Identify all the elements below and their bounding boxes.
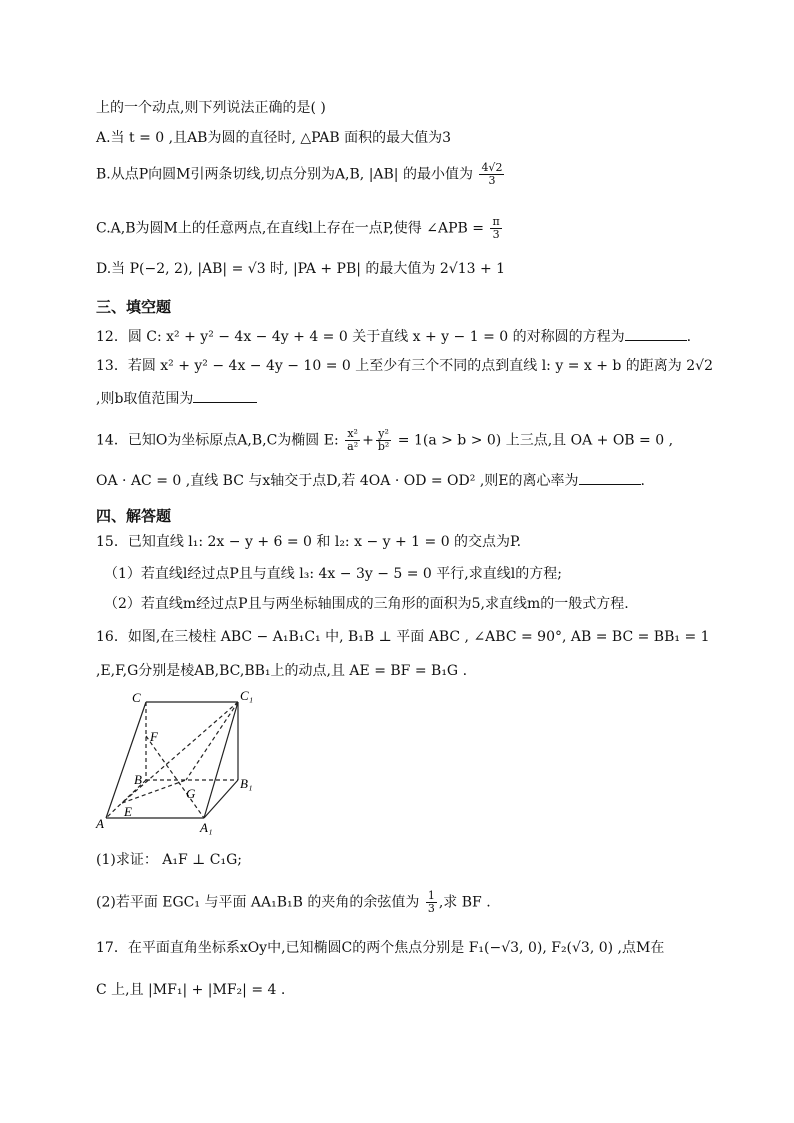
- option-b: [96, 162, 506, 187]
- segment-c1-e: [122, 702, 238, 803]
- question-15-part2: （2）若直线m经过点P且与两坐标轴围成的三角形的面积为5,求直线m的一般式方程.: [104, 596, 629, 612]
- fraction-numerator: 4√2: [481, 161, 503, 174]
- question-14-text: 14．已知O为坐标原点A,B,C为椭圆 E:: [96, 432, 339, 449]
- label-b1: B₁: [240, 776, 253, 791]
- fraction-denominator: 3: [488, 174, 496, 187]
- option-a: A.当 t = 0 ,且AB为圆的直径时, △PAB 面积的最大值为3: [96, 130, 452, 146]
- question-12-text: 12．圆 C: x² + y² − 4x − 4y + 4 = 0 关于直线 x + y − 1 = 0 的对称圆的方程为: [96, 329, 625, 345]
- question-12-end: .: [686, 329, 692, 345]
- edge-a-c: [106, 702, 146, 818]
- question-17-line2: C 上,且 |MF₁| + |MF₂| = 4 .: [96, 982, 286, 998]
- answer-blank: [625, 326, 687, 341]
- label-a1: A₁: [200, 820, 213, 835]
- question-continuation: 上的一个动点,则下列说法正确的是( ): [96, 100, 326, 116]
- question-16-part1: (1)求证： A₁F ⊥ C₁G;: [96, 852, 243, 868]
- question-13-line2: [96, 388, 257, 409]
- segment-e-g: [122, 780, 186, 803]
- label-e: E: [124, 804, 132, 819]
- label-c: C: [132, 690, 141, 705]
- question-13-line1: 13．若圆 x² + y² − 4x − 4y − 10 = 0 上至少有三个不同的点到直线 l: y = x + b 的距离为 2√2: [96, 358, 713, 374]
- question-14-line1: [96, 428, 673, 453]
- prism-figure: [92, 688, 262, 838]
- section-heading-answers: 四、解答题: [96, 507, 172, 525]
- q14-fraction-y: [376, 428, 391, 453]
- option-b-fraction: [479, 162, 504, 187]
- option-c-fraction: [490, 216, 501, 241]
- label-b: B: [134, 772, 142, 787]
- label-c1: C₁: [240, 688, 254, 703]
- option-d: D.当 P(−2, 2), |AB| = √3 时, |PA + PB| 的最大值为 2√13 + 1: [96, 261, 506, 277]
- question-15-part1: （1）若直线l经过点P且与直线 l₃: 4x − 3y − 5 = 0 平行,求直线l的方程;: [104, 566, 562, 582]
- question-16-part2-text: (2)若平面 EGC₁ 与平面 AA₁B₁B 的夹角的余弦值为: [96, 894, 420, 911]
- fraction-denominator: 3: [492, 228, 500, 241]
- fraction-numerator: 1: [427, 889, 435, 902]
- question-17-line1: 17．在平面直角坐标系xOy中,已知椭圆C的两个焦点分别是 F₁(−√3, 0), F₂(√3, 0) ,点M在: [96, 940, 665, 956]
- fraction-denominator: 3: [427, 902, 435, 915]
- triangular-prism-diagram: [92, 688, 262, 838]
- answer-blank: [193, 388, 257, 403]
- question-12: [96, 326, 691, 347]
- q16-fraction: [426, 890, 437, 915]
- question-14-text-end: = 1(a > b > 0) 上三点,且 OA + OB = 0 ,: [397, 432, 674, 449]
- question-16-part2: [96, 890, 491, 915]
- question-14-text2: OA · AC = 0 ,直线 BC 与x轴交于点D,若 4OA · OD = OD² ,则E的离心率为: [96, 473, 579, 489]
- question-16-line1: 16．如图,在三棱柱 ABC − A₁B₁C₁ 中, B₁B ⊥ 平面 ABC , ∠ABC = 90°, AB = BC = BB₁ = 1: [96, 629, 710, 645]
- fraction-numerator: π: [492, 215, 500, 228]
- question-15: 15．已知直线 l₁: 2x − y + 6 = 0 和 l₂: x − y + 1 = 0 的交点为P.: [96, 534, 522, 550]
- fraction-numerator: x²: [347, 427, 358, 440]
- option-c-text: C.A,B为圆M上的任意两点,在直线l上存在一点P,使得 ∠APB =: [96, 220, 484, 237]
- question-14-line2: [96, 470, 645, 491]
- option-b-text: B.从点P向圆M引两条切线,切点分别为A,B, |AB| 的最小值为: [96, 166, 473, 183]
- option-c: [96, 216, 504, 241]
- question-16-line2: ,E,F,G分别是棱AB,BC,BB₁上的动点,且 AE = BF = B₁G .: [96, 663, 468, 679]
- answer-blank: [579, 470, 641, 485]
- question-16-part2-end: ,求 BF .: [438, 894, 491, 911]
- label-a: A: [96, 816, 104, 831]
- label-f: F: [150, 729, 158, 744]
- fraction-denominator: b²: [377, 440, 390, 453]
- fraction-numerator: y²: [378, 427, 389, 440]
- plus-sign: +: [362, 432, 374, 449]
- section-heading-fill-in: 三、填空题: [96, 298, 172, 316]
- segment-f-a1: [146, 736, 204, 818]
- q14-fraction-x: [345, 428, 360, 453]
- fraction-denominator: a²: [347, 440, 359, 453]
- label-g: G: [186, 786, 196, 801]
- question-14-end: .: [640, 473, 645, 489]
- question-13-text: ,则b取值范围为: [96, 391, 194, 407]
- edge-c1-a1: [204, 702, 238, 818]
